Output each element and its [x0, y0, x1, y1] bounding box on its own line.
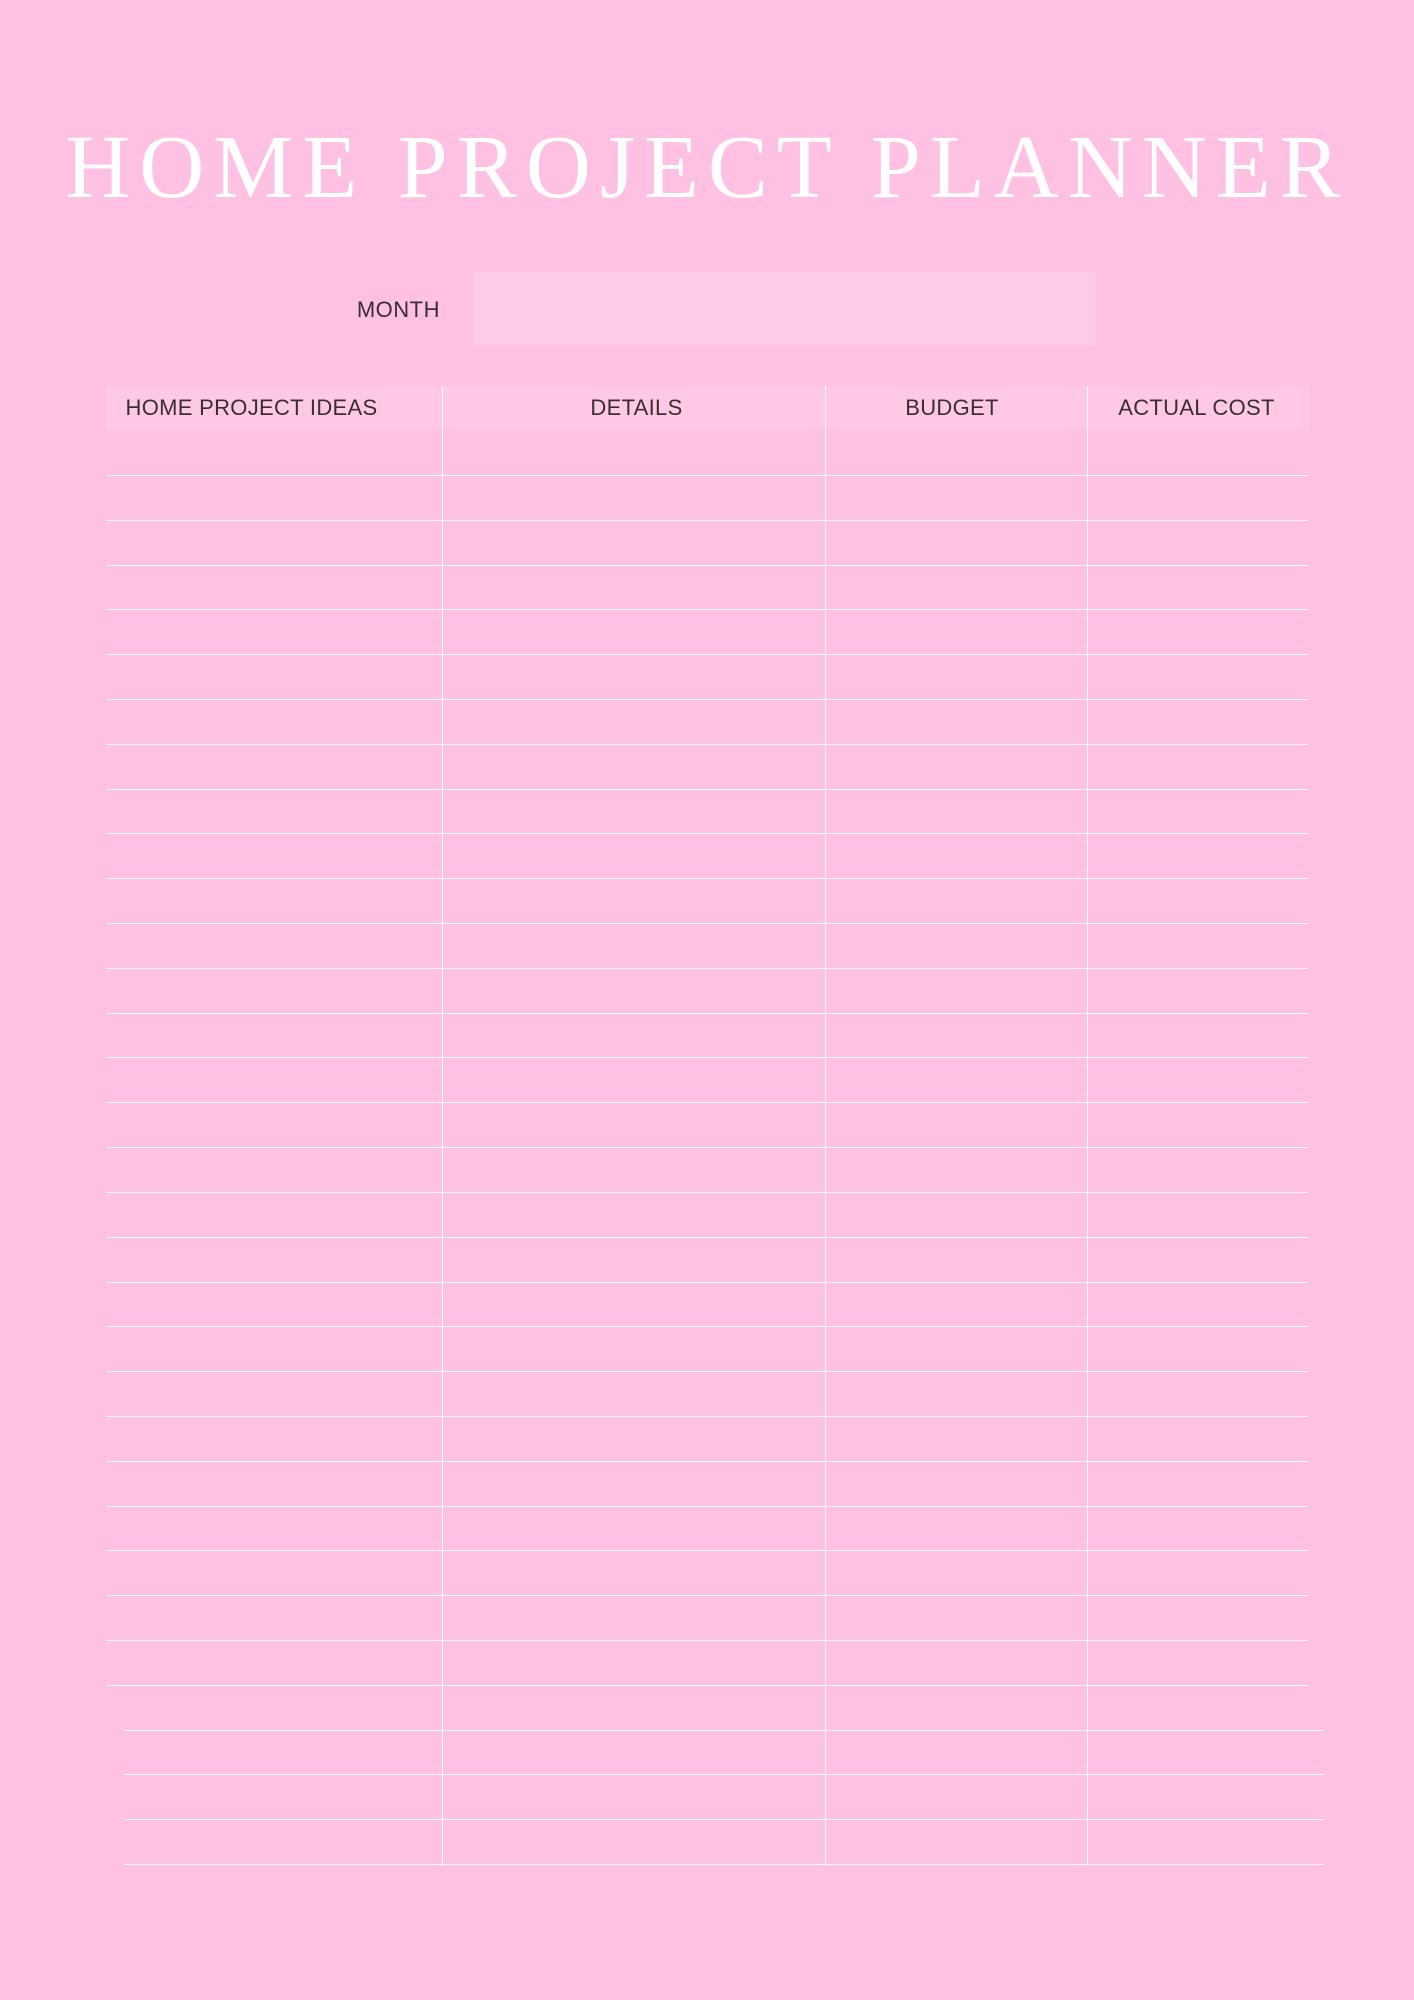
- table-row-line: [107, 789, 1308, 790]
- table-row-line: [107, 968, 1308, 969]
- table-row-line: [107, 565, 1308, 566]
- column-divider: [442, 386, 443, 1866]
- table-row-line: [107, 923, 1308, 924]
- month-label: MONTH: [356, 297, 440, 322]
- table-row-line: [107, 1057, 1308, 1058]
- table-row-line: [107, 1013, 1308, 1014]
- table-row-line: [107, 1192, 1308, 1193]
- table-row-line: [124, 1819, 1324, 1820]
- table-row-line: [107, 1416, 1308, 1417]
- month-field[interactable]: [473, 272, 1096, 346]
- table-row-line: [124, 1864, 1324, 1865]
- column-header-budget: BUDGET: [905, 395, 999, 420]
- table-row-line: [107, 1326, 1308, 1327]
- table-row-line: [107, 654, 1308, 655]
- table-row-line: [107, 520, 1308, 521]
- column-header-details: DETAILS: [590, 395, 683, 420]
- table-row-line: [107, 475, 1308, 476]
- table-row-line: [107, 1237, 1308, 1238]
- table-row-line: [107, 744, 1308, 745]
- column-divider: [825, 386, 826, 1866]
- table-row-line: [107, 1595, 1308, 1596]
- page-title: HOME PROJECT PLANNER: [65, 118, 1349, 217]
- table-row-line: [107, 1640, 1308, 1641]
- table-row-line: [107, 1371, 1308, 1372]
- table-row-line: [107, 1282, 1308, 1283]
- table-row-line: [107, 609, 1308, 610]
- column-divider: [1087, 386, 1088, 1866]
- column-header-project-ideas: HOME PROJECT IDEAS: [125, 395, 378, 420]
- table-row-line: [124, 1730, 1324, 1731]
- table-row-line: [107, 878, 1308, 879]
- table-row-line: [124, 1774, 1324, 1775]
- table-row-line: [107, 1461, 1308, 1462]
- column-header-actual-cost: ACTUAL COST: [1118, 395, 1275, 420]
- table-row-line: [107, 833, 1308, 834]
- table-row-line: [107, 1506, 1308, 1507]
- table-row-line: [107, 1147, 1308, 1148]
- table-row-line: [107, 1685, 1308, 1686]
- table-row-line: [107, 699, 1308, 700]
- table-row-line: [107, 1550, 1308, 1551]
- table-row-line: [107, 1102, 1308, 1103]
